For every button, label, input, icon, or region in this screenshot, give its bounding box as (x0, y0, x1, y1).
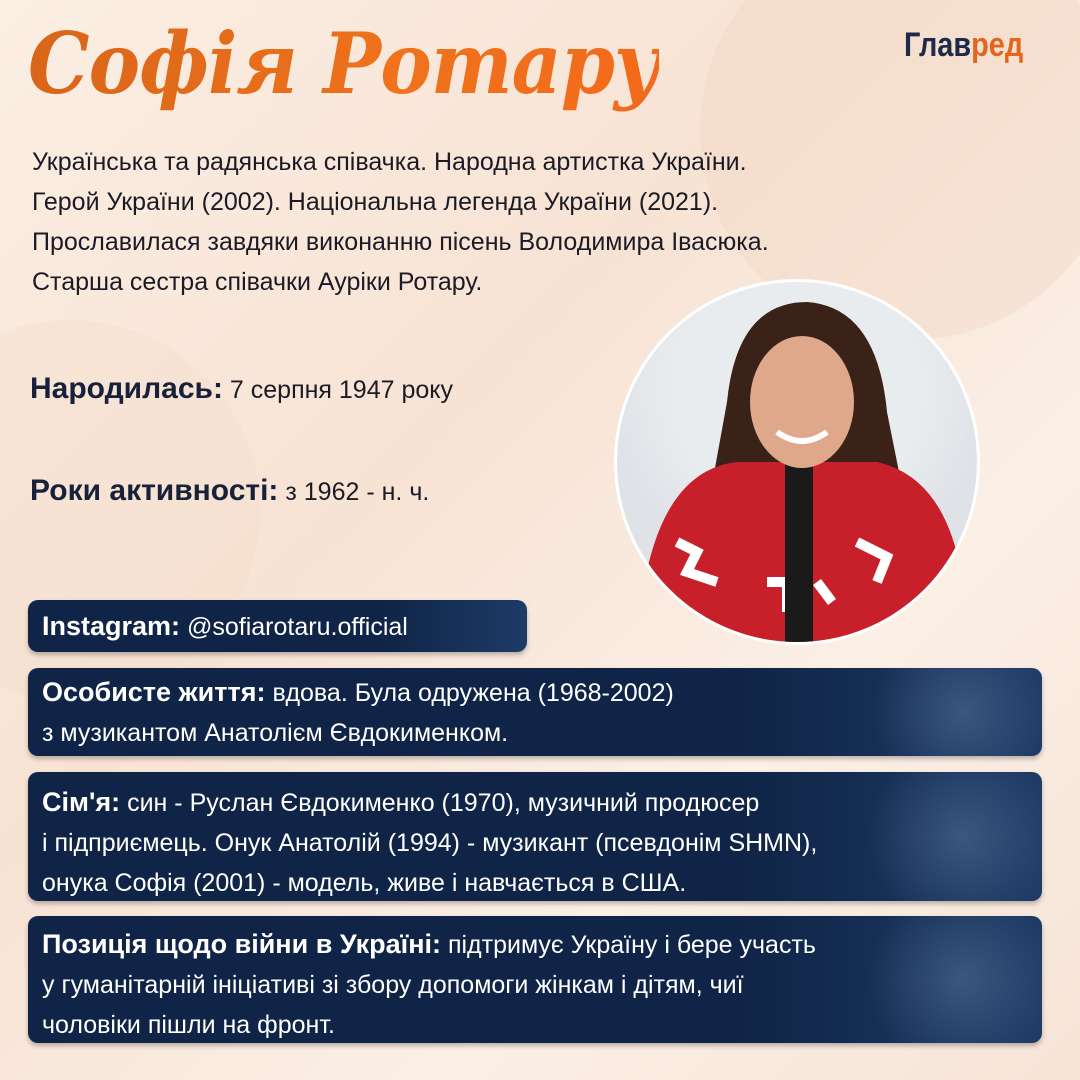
war-position-box (28, 916, 1042, 1043)
born-value: 7 серпня 1947 року (229, 376, 453, 404)
family-label: Сім'я: (42, 787, 121, 817)
war-text: у гуманітарній ініціативі зі збору допомоги жінкам і дітям, чиї (42, 971, 744, 999)
background-photo (842, 772, 1042, 901)
intro-line: Прославилася завдяки виконанню пісень Володимира Івасюка. (32, 228, 769, 256)
intro-line: Українська та радянська співачка. Народна артистка України. (32, 148, 747, 176)
war-text: чоловіки пішли на фронт. (42, 1011, 335, 1039)
page-title: Софія Ротару (28, 14, 660, 113)
background-photo (842, 916, 1042, 1043)
portrait-photo (614, 279, 980, 645)
war-text: підтримує Україну і бере участь (447, 931, 816, 959)
personal-text: з музикантом Анатолієм Євдокименком. (42, 719, 509, 747)
active-value: з 1962 - н. ч. (285, 478, 430, 506)
instagram-box (28, 600, 527, 652)
family-box (28, 772, 1042, 901)
active-fact (30, 474, 429, 508)
logo-part2: ред (971, 26, 1024, 64)
intro-text (32, 142, 1032, 302)
family-text: син - Руслан Євдокименко (1970), музичний продюсер (127, 789, 760, 817)
glavred-logo (904, 26, 1023, 65)
born-label: Народилась: (30, 372, 223, 405)
intro-line: Герой України (2002). Національна легенда України (2021). (32, 188, 719, 216)
family-text: і підприємець. Онук Анатолій (1994) - музикант (псевдонім SHMN), (42, 829, 818, 857)
family-text: онука Софія (2001) - модель, живе і навчається в США. (42, 869, 687, 897)
instagram-label: Instagram: (42, 611, 181, 641)
background-photo (842, 668, 1042, 756)
instagram-handle[interactable]: @sofiarotaru.official (187, 613, 408, 641)
personal-label: Особисте життя: (42, 677, 266, 707)
intro-line: Старша сестра співачки Ауріки Ротару. (32, 268, 483, 296)
active-label: Роки активності: (30, 474, 279, 507)
born-fact (30, 372, 453, 406)
logo-part1: Глав (904, 26, 972, 64)
personal-text: вдова. Була одружена (1968-2002) (272, 679, 674, 707)
war-label: Позиція щодо війни в Україні: (42, 929, 442, 959)
personal-life-box (28, 668, 1042, 756)
